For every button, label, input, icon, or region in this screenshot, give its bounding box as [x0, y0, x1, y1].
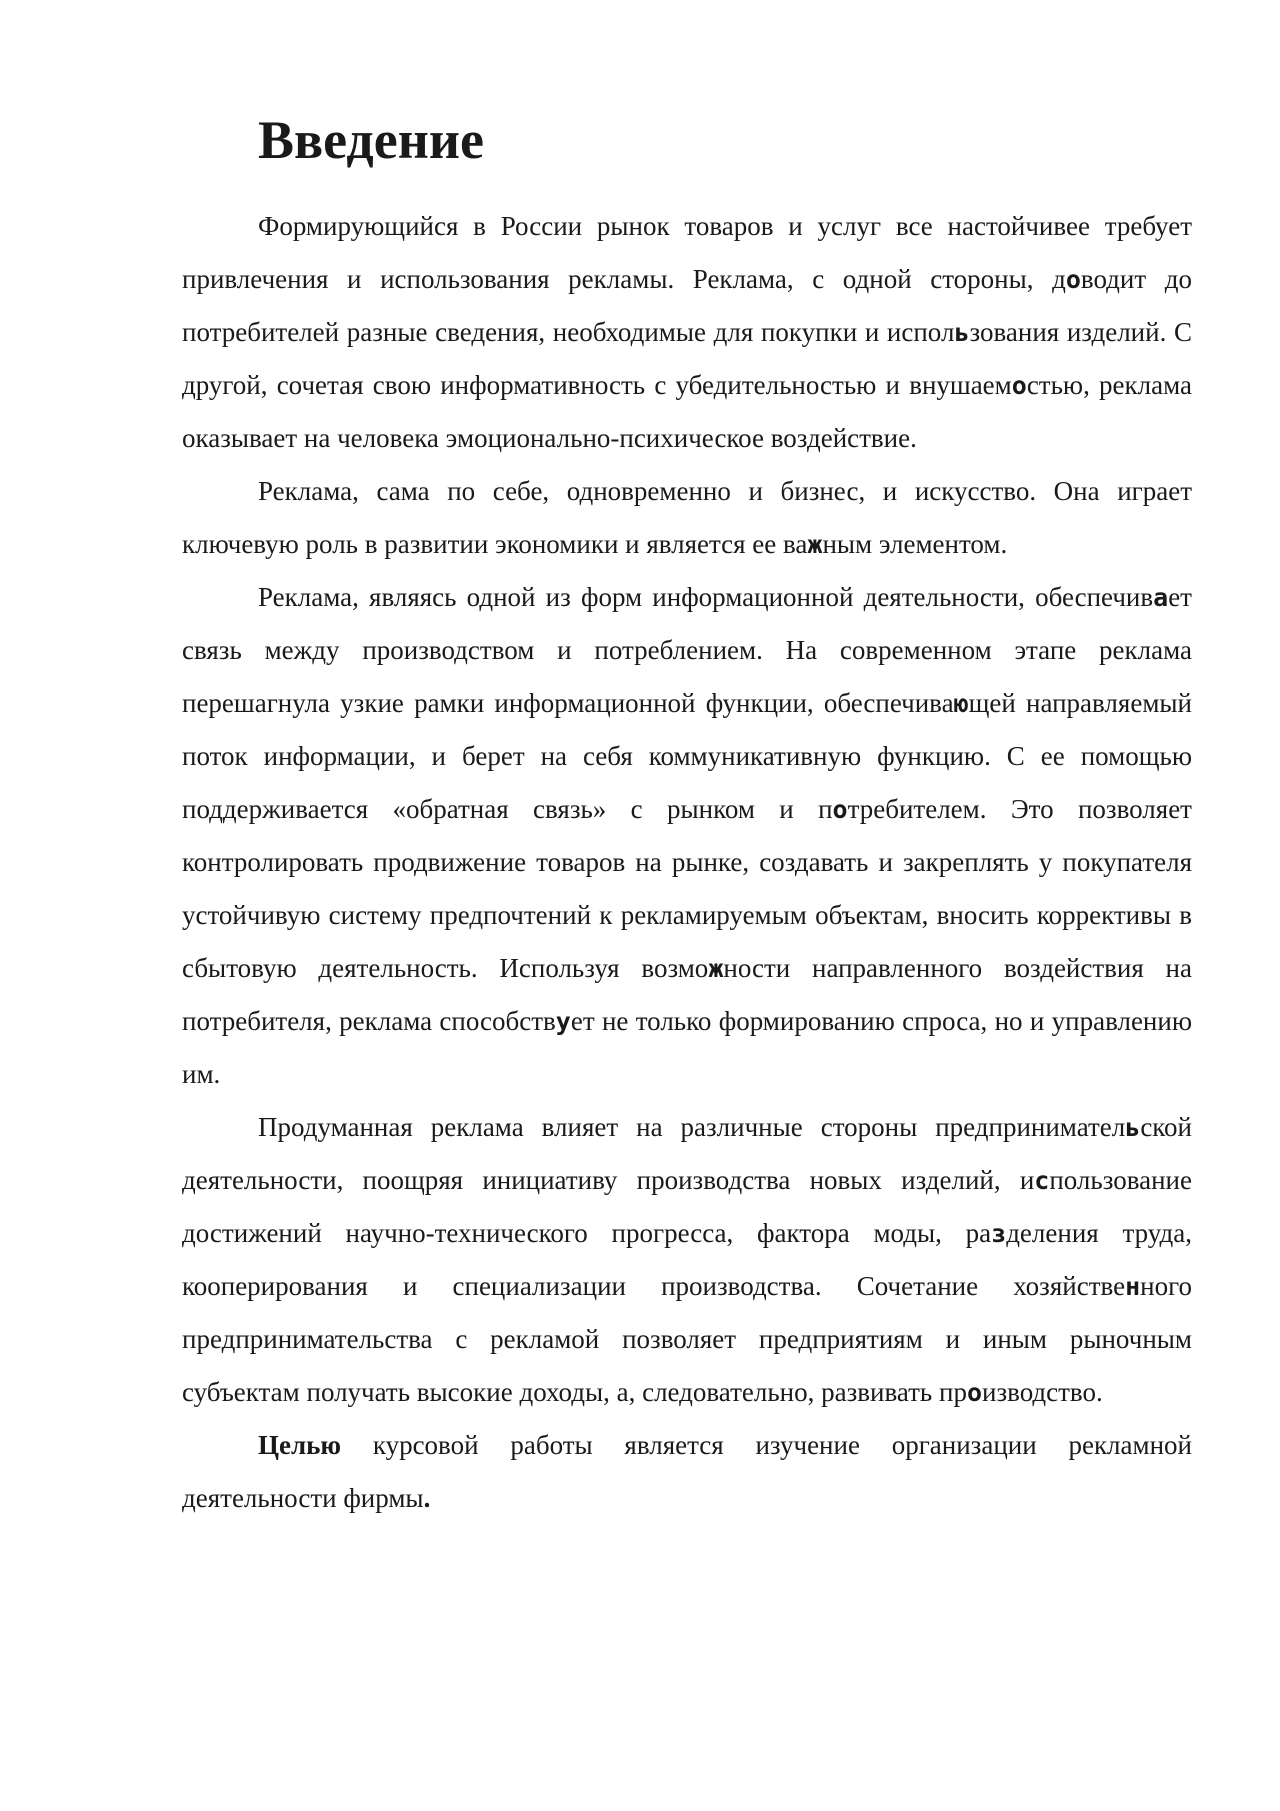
text-run: ской деятельности, поощряя инициативу производства новых изделий, и [182, 1112, 1192, 1195]
text-run: Реклама, являясь одной из форм информационной деятельности, обеспечив [258, 582, 1154, 612]
text-run: ет связь между производством и потреблением. На современном этапе реклама перешагнула узкие рамки информационной функции, обеспечива [182, 582, 1192, 718]
text-run: изводство. [982, 1377, 1103, 1407]
text-run: н [1125, 1272, 1141, 1301]
text-run: Продуманная реклама влияет на различные стороны предпринимател [258, 1112, 1126, 1142]
text-run: у [555, 1007, 571, 1036]
text-run: о [1011, 371, 1027, 400]
text-run: Формирующийся в России рынок товаров и услуг все настойчивее требует привлечения и использования рекламы. Реклама, с одной стороны, д [182, 211, 1192, 294]
text-run: . [423, 1483, 431, 1513]
text-run: водит до потребителей разные сведения, необходимые для покупки и испол [182, 264, 1192, 347]
paragraph [182, 465, 1192, 571]
paragraph [182, 1101, 1192, 1419]
text-run: стью, реклама оказывает на человека эмоционально-психическое воздействие. [182, 370, 1192, 453]
text-run: ным элементом. [822, 529, 1008, 559]
text-run: деления труда, кооперирования и специализации производства. Сочетание хозяйстве [182, 1218, 1192, 1301]
text-run: Реклама, сама по себе, одновременно и бизнес, и искусство. Она играет ключевую роль в развитии экономики и является ее ва [182, 476, 1192, 559]
text-run: с [1034, 1166, 1050, 1195]
text-run: зования изделий. С другой, сочетая свою информативность с убедительностью и внушаем [182, 317, 1192, 400]
text-run: курсовой работы является изучение организации рекламной деятельности фирмы [182, 1430, 1192, 1513]
text-run: пользование достижений научно-технического прогресса, фактора моды, ра [182, 1165, 1192, 1248]
text-run: ности направленного воздействия на потребителя, реклама способств [182, 953, 1192, 1036]
paragraph [182, 571, 1192, 1101]
paragraph-list [182, 200, 1192, 1525]
text-run: требителем. Это позволяет контролировать продвижение товаров на рынке, создавать и закреплять у покупателя устойчивую систему предпочтений к рекламируемым объектам, вносить коррективы в сбытовую деятельность. Используя возмо [182, 794, 1192, 983]
text-run: о [832, 795, 848, 824]
text-run: ю [953, 689, 969, 718]
text-run: о [1065, 265, 1081, 294]
text-run: а [1153, 583, 1169, 612]
text-run: з [991, 1219, 1007, 1248]
document-body [182, 112, 1192, 1525]
page-title: Введение [258, 110, 484, 170]
text-run: ь [954, 318, 970, 347]
paragraph [182, 1419, 1192, 1525]
paragraph [182, 200, 1192, 465]
text-run: ж [807, 530, 823, 559]
text-run: ного предпринимательства с рекламой позволяет предприятиям и иным рыночным субъектам получать высокие доходы, а, следовательно, развивать пр [182, 1271, 1192, 1407]
text-run: ь [1125, 1113, 1141, 1142]
text-run: ет не только формированию спроса, но и управлению им. [182, 1006, 1193, 1089]
text-run: о [966, 1378, 983, 1407]
text-run: ж [708, 954, 724, 983]
text-run: щей направляемый поток информации, и берет на себя коммуникативную функцию. С ее помощью поддерживается «обратная связь» с рынком и п [182, 688, 1192, 824]
text-run: Целью [258, 1430, 342, 1460]
